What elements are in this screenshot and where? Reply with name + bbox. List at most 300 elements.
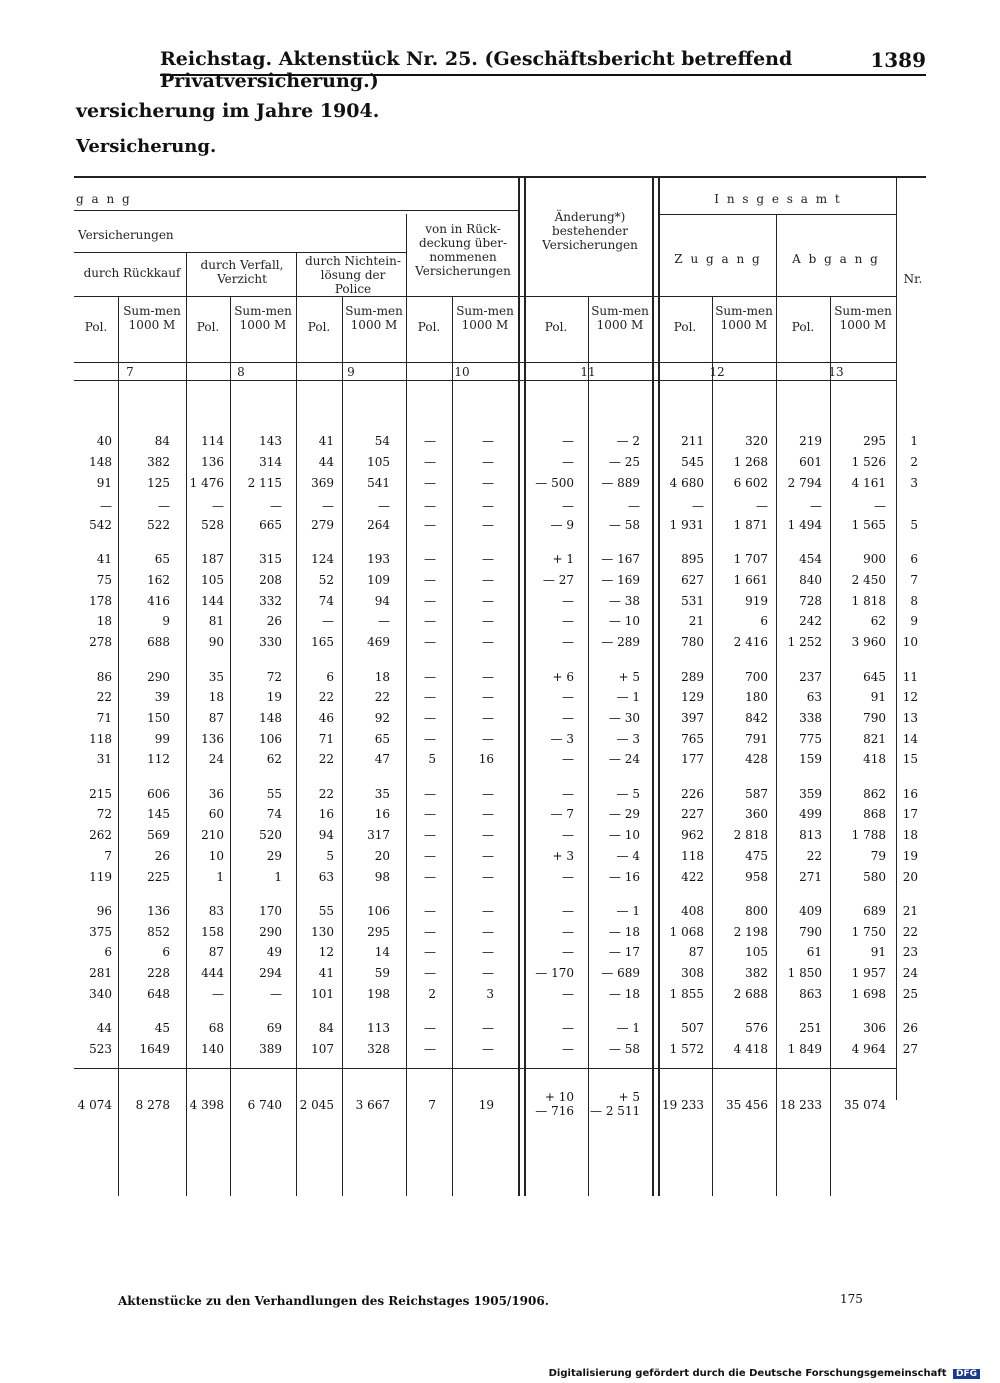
row-number: 6: [910, 552, 918, 566]
table-cell: 360: [745, 807, 768, 821]
table-cell: 62: [870, 614, 886, 628]
row-number: 8: [910, 594, 918, 608]
table-cell: 409: [799, 904, 822, 918]
table-cell: — 29: [608, 807, 640, 821]
table-cell: 1 068: [669, 925, 704, 939]
section-subtitle: Versicherung.: [76, 136, 217, 157]
table-cell: — 7: [550, 807, 574, 821]
table-cell: 279: [311, 518, 334, 532]
digitization-credit: [549, 1368, 980, 1379]
table-cell: 114: [201, 434, 224, 448]
table-cell: 295: [367, 925, 390, 939]
table-cell: 94: [374, 594, 390, 608]
table-cell: 958: [745, 870, 768, 884]
table-cell: 1 855: [669, 987, 704, 1001]
table-cell: 94: [318, 828, 334, 842]
row-number: 14: [902, 732, 918, 746]
table-cell: — 1: [616, 1021, 640, 1035]
table-cell: —: [482, 499, 494, 513]
table-cell: 86: [96, 670, 112, 684]
table-cell: + 6: [552, 670, 574, 684]
footer-sheet-number: 175: [840, 1292, 863, 1306]
table-cell: 728: [799, 594, 822, 608]
table-cell: 124: [311, 552, 334, 566]
table-cell: 16: [374, 807, 390, 821]
table-cell: —: [322, 614, 334, 628]
table-cell: 375: [89, 925, 112, 939]
pol-header: Pol.: [84, 320, 108, 334]
table-cell: — 10: [608, 828, 640, 842]
table-cell: 1 707: [733, 552, 768, 566]
total-cell: 3 667: [355, 1098, 390, 1112]
table-cell: 41: [318, 434, 334, 448]
table-cell: 688: [147, 635, 170, 649]
table-cell: —: [482, 573, 494, 587]
summen-header: Sum-men 1000 M: [234, 304, 292, 332]
table-cell: —: [482, 635, 494, 649]
row-number: 22: [902, 925, 918, 939]
table-cell: 541: [367, 476, 390, 490]
table-cell: 129: [681, 690, 704, 704]
table-cell: 545: [681, 455, 704, 469]
table-cell: 14: [374, 945, 390, 959]
table-cell: 21: [688, 614, 704, 628]
table-cell: —: [424, 828, 436, 842]
table-cell: —: [322, 499, 334, 513]
table-cell: —: [482, 904, 494, 918]
table-cell: 210: [201, 828, 224, 842]
table-cell: 294: [259, 966, 282, 980]
table-cell: 308: [681, 966, 704, 980]
table-cell: 125: [147, 476, 170, 490]
table-cell: —: [562, 870, 574, 884]
table-cell: 601: [799, 455, 822, 469]
table-cell: 665: [259, 518, 282, 532]
table-cell: 775: [799, 732, 822, 746]
column-number: 13: [828, 365, 844, 379]
pol-header: Pol.: [673, 320, 697, 334]
table-cell: 422: [681, 870, 704, 884]
table-cell: 29: [266, 849, 282, 863]
total-cell: 7: [428, 1098, 436, 1112]
table-cell: 523: [89, 1042, 112, 1056]
table-cell: 330: [259, 635, 282, 649]
table-cell: 52: [318, 573, 334, 587]
table-cell: 63: [806, 690, 822, 704]
table-cell: 408: [681, 904, 704, 918]
table-cell: — 58: [608, 518, 640, 532]
table-cell: 338: [799, 711, 822, 725]
row-number: 1: [910, 434, 918, 448]
table-cell: — 10: [608, 614, 640, 628]
table-cell: —: [482, 711, 494, 725]
row-number: 9: [910, 614, 918, 628]
table-cell: 1 788: [851, 828, 886, 842]
header-rueckdeckung: von in Rück-deckung über-nommenen Versicherungen: [415, 222, 511, 278]
table-cell: 112: [147, 752, 170, 766]
summen-header: Sum-men 1000 M: [834, 304, 892, 332]
table-cell: —: [424, 925, 436, 939]
table-cell: 919: [745, 594, 768, 608]
table-cell: —: [424, 945, 436, 959]
table-cell: 765: [681, 732, 704, 746]
table-cell: 576: [745, 1021, 768, 1035]
table-cell: —: [562, 752, 574, 766]
table-cell: 2 198: [733, 925, 768, 939]
table-cell: —: [424, 499, 436, 513]
column-number: 7: [126, 365, 134, 379]
table-cell: 16: [318, 807, 334, 821]
column-rule: [452, 296, 453, 1196]
table-cell: 84: [154, 434, 170, 448]
table-cell: 531: [681, 594, 704, 608]
table-cell: 87: [208, 945, 224, 959]
table-cell: 91: [870, 945, 886, 959]
table-cell: 1 526: [851, 455, 886, 469]
table-cell: 1 849: [787, 1042, 822, 1056]
table-cell: 469: [367, 635, 390, 649]
table-cell: 700: [745, 670, 768, 684]
table-cell: 251: [799, 1021, 822, 1035]
header-nr: Nr.: [903, 272, 923, 286]
table-cell: 44: [96, 1021, 112, 1035]
table-cell: 4 161: [851, 476, 886, 490]
table-cell: — 30: [608, 711, 640, 725]
table-cell: 187: [201, 552, 224, 566]
table-cell: —: [482, 455, 494, 469]
table-cell: 6: [326, 670, 334, 684]
summen-header: Sum-men 1000 M: [345, 304, 403, 332]
table-cell: 22: [806, 849, 822, 863]
table-cell: 54: [374, 434, 390, 448]
table-cell: 645: [863, 670, 886, 684]
table-cell: 35: [208, 670, 224, 684]
table-cell: 18: [208, 690, 224, 704]
table-cell: —: [562, 594, 574, 608]
table-cell: 1: [216, 870, 224, 884]
table-cell: —: [424, 552, 436, 566]
table-cell: —: [562, 787, 574, 801]
table-cell: 69: [266, 1021, 282, 1035]
table-cell: —: [482, 925, 494, 939]
column-rule: [652, 176, 654, 1196]
table-cell: —: [562, 987, 574, 1001]
table-cell: 198: [367, 987, 390, 1001]
table-cell: 35: [374, 787, 390, 801]
table-cell: 4 964: [851, 1042, 886, 1056]
table-cell: 55: [318, 904, 334, 918]
table-cell: —: [628, 499, 640, 513]
row-number: 15: [902, 752, 918, 766]
table-cell: —: [562, 690, 574, 704]
table-cell: 278: [89, 635, 112, 649]
table-cell: + 3: [552, 849, 574, 863]
table-cell: 606: [147, 787, 170, 801]
table-cell: 813: [799, 828, 822, 842]
table-cell: 18: [374, 670, 390, 684]
table-cell: 136: [201, 732, 224, 746]
table-cell: 219: [799, 434, 822, 448]
table-cell: 2: [428, 987, 436, 1001]
pol-header: Pol.: [307, 320, 331, 334]
footer-citation: Aktenstücke zu den Verhandlungen des Reichstages 1905/1906.: [118, 1294, 549, 1308]
table-cell: 290: [147, 670, 170, 684]
table-cell: 1 750: [851, 925, 886, 939]
table-cell: —: [424, 434, 436, 448]
table-cell: 79: [870, 849, 886, 863]
table-cell: —: [424, 711, 436, 725]
table-cell: 6: [760, 614, 768, 628]
table-cell: 382: [147, 455, 170, 469]
table-cell: 136: [147, 904, 170, 918]
table-cell: 1 698: [851, 987, 886, 1001]
table-cell: 148: [259, 711, 282, 725]
table-cell: — 38: [608, 594, 640, 608]
table-cell: 507: [681, 1021, 704, 1035]
table-cell: —: [482, 787, 494, 801]
table-cell: 143: [259, 434, 282, 448]
table-cell: 92: [374, 711, 390, 725]
table-cell: 340: [89, 987, 112, 1001]
table-cell: 211: [681, 434, 704, 448]
table-cell: — 58: [608, 1042, 640, 1056]
table-cell: 569: [147, 828, 170, 842]
column-rule: [712, 296, 713, 1196]
table-cell: 107: [311, 1042, 334, 1056]
table-cell: 119: [89, 870, 112, 884]
table-cell: 68: [208, 1021, 224, 1035]
table-cell: 72: [96, 807, 112, 821]
table-cell: 83: [208, 904, 224, 918]
table-cell: 118: [89, 732, 112, 746]
table-cell: 262: [89, 828, 112, 842]
table-cell: —: [810, 499, 822, 513]
table-cell: 842: [745, 711, 768, 725]
table-cell: — 169: [601, 573, 640, 587]
table-cell: 1 494: [787, 518, 822, 532]
summen-header: Sum-men 1000 M: [456, 304, 514, 332]
row-number: 25: [902, 987, 918, 1001]
table-cell: 26: [154, 849, 170, 863]
table-cell: 72: [266, 670, 282, 684]
table-cell: —: [424, 614, 436, 628]
table-cell: —: [756, 499, 768, 513]
column-rule: [896, 176, 897, 1100]
table-cell: 418: [863, 752, 886, 766]
row-number: 13: [902, 711, 918, 725]
section-title: versicherung im Jahre 1904.: [76, 100, 380, 122]
table-cell: 227: [681, 807, 704, 821]
table-cell: 328: [367, 1042, 390, 1056]
rule-colnums-top: [74, 362, 896, 363]
table-cell: 382: [745, 966, 768, 980]
table-cell: 36: [208, 787, 224, 801]
rule-gang: [74, 210, 520, 211]
table-cell: —: [562, 434, 574, 448]
total-cell: 18 233: [780, 1098, 822, 1112]
table-cell: 868: [863, 807, 886, 821]
table-cell: 6 602: [733, 476, 768, 490]
table-cell: 359: [799, 787, 822, 801]
table-cell: —: [378, 614, 390, 628]
table-cell: 41: [96, 552, 112, 566]
table-cell: 6: [162, 945, 170, 959]
table-cell: 193: [367, 552, 390, 566]
column-number: 8: [237, 365, 245, 379]
table-cell: 71: [96, 711, 112, 725]
table-cell: —: [424, 849, 436, 863]
table-cell: 81: [208, 614, 224, 628]
table-cell: 20: [374, 849, 390, 863]
table-cell: 145: [147, 807, 170, 821]
table-cell: 130: [311, 925, 334, 939]
row-number: 19: [902, 849, 918, 863]
table-cell: 800: [745, 904, 768, 918]
row-number: 20: [902, 870, 918, 884]
table-cell: 1 850: [787, 966, 822, 980]
table-cell: 106: [367, 904, 390, 918]
table-cell: — 289: [601, 635, 640, 649]
row-number: 2: [910, 455, 918, 469]
table-cell: 74: [318, 594, 334, 608]
table-cell: — 167: [601, 552, 640, 566]
table-cell: —: [424, 904, 436, 918]
table-cell: 87: [208, 711, 224, 725]
row-number: 18: [902, 828, 918, 842]
table-cell: —: [424, 594, 436, 608]
summen-header: Sum-men 1000 M: [123, 304, 181, 332]
table-cell: —: [212, 987, 224, 1001]
table-cell: 106: [259, 732, 282, 746]
table-cell: 180: [745, 690, 768, 704]
table-cell: 144: [201, 594, 224, 608]
table-cell: 2 450: [851, 573, 886, 587]
column-rule: [588, 296, 589, 1196]
table-cell: 1 565: [851, 518, 886, 532]
table-cell: 26: [266, 614, 282, 628]
row-number: 24: [902, 966, 918, 980]
table-cell: —: [424, 1042, 436, 1056]
table-cell: 90: [208, 635, 224, 649]
row-number: 5: [910, 518, 918, 532]
table-cell: 1 871: [733, 518, 768, 532]
table-cell: —: [482, 594, 494, 608]
total-cell: 2 045: [299, 1098, 334, 1112]
table-cell: 332: [259, 594, 282, 608]
table-cell: 84: [318, 1021, 334, 1035]
table-cell: 791: [745, 732, 768, 746]
table-cell: —: [424, 1021, 436, 1035]
table-cell: —: [482, 966, 494, 980]
table-cell: 1 661: [733, 573, 768, 587]
table-cell: —: [562, 925, 574, 939]
table-cell: 6: [104, 945, 112, 959]
table-cell: —: [562, 1042, 574, 1056]
rule-insgesamt: [660, 214, 896, 215]
table-cell: 1 268: [733, 455, 768, 469]
column-rule: [518, 176, 520, 1196]
table-cell: 444: [201, 966, 224, 980]
table-cell: —: [378, 499, 390, 513]
table-cell: —: [424, 966, 436, 980]
total-cell: 4 398: [189, 1098, 224, 1112]
table-cell: 428: [745, 752, 768, 766]
table-cell: — 4: [616, 849, 640, 863]
table-cell: —: [482, 732, 494, 746]
table-cell: 158: [201, 925, 224, 939]
total-cell: 6 740: [247, 1098, 282, 1112]
table-cell: —: [270, 499, 282, 513]
row-number: 21: [902, 904, 918, 918]
table-cell: —: [424, 476, 436, 490]
table-cell: 170: [259, 904, 282, 918]
table-cell: —: [100, 499, 112, 513]
table-cell: 863: [799, 987, 822, 1001]
table-cell: 2 688: [733, 987, 768, 1001]
column-rule: [830, 296, 831, 1196]
column-number: 9: [347, 365, 355, 379]
table-cell: 237: [799, 670, 822, 684]
table-cell: — 18: [608, 925, 640, 939]
column-rule: [776, 214, 777, 1196]
row-number: 3: [910, 476, 918, 490]
table-cell: 3: [486, 987, 494, 1001]
table-cell: 315: [259, 552, 282, 566]
table-cell: 165: [311, 635, 334, 649]
table-cell: 63: [318, 870, 334, 884]
summen-header: Sum-men 1000 M: [591, 304, 649, 332]
table-cell: 314: [259, 455, 282, 469]
table-cell: — 889: [601, 476, 640, 490]
table-cell: — 170: [535, 966, 574, 980]
table-cell: 4 680: [669, 476, 704, 490]
table-cell: —: [482, 945, 494, 959]
table-cell: 289: [681, 670, 704, 684]
table-cell: 22: [318, 690, 334, 704]
row-number: 17: [902, 807, 918, 821]
table-cell: —: [482, 476, 494, 490]
rule-subheads: [74, 296, 896, 297]
table-cell: 242: [799, 614, 822, 628]
table-cell: 178: [89, 594, 112, 608]
table-cell: 587: [745, 787, 768, 801]
table-cell: 1 931: [669, 518, 704, 532]
table-cell: 18: [96, 614, 112, 628]
table-cell: 475: [745, 849, 768, 863]
header-insgesamt: I n s g e s a m t: [714, 192, 842, 206]
table-cell: 22: [318, 752, 334, 766]
table-cell: —: [562, 711, 574, 725]
table-cell: 790: [799, 925, 822, 939]
table-cell: 226: [681, 787, 704, 801]
table-cell: 49: [266, 945, 282, 959]
table-cell: 61: [806, 945, 822, 959]
table-cell: —: [562, 904, 574, 918]
column-rule: [230, 296, 231, 1196]
table-cell: 1: [274, 870, 282, 884]
table-cell: 1 476: [189, 476, 224, 490]
column-rule: [342, 296, 343, 1196]
table-cell: —: [562, 635, 574, 649]
header-abgang: A b g a n g: [792, 252, 880, 266]
table-cell: 522: [147, 518, 170, 532]
table-cell: 59: [374, 966, 390, 980]
total-cell: 4 074: [77, 1098, 112, 1112]
table-cell: 225: [147, 870, 170, 884]
column-rule: [118, 296, 119, 1196]
dfg-credit-text: Digitalisierung gefördert durch die Deutsche Forschungsgemeinschaft: [548, 1368, 947, 1379]
header-versicherungen: Versicherungen: [78, 228, 174, 242]
